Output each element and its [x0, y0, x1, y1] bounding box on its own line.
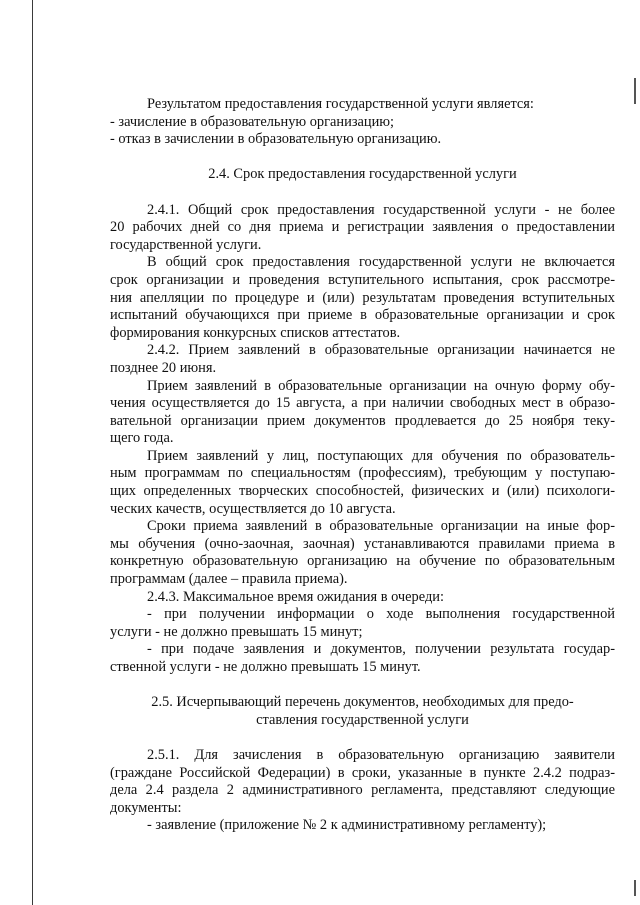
section-heading: ставления государственной услуги — [256, 711, 469, 728]
paragraph-line: 2.4.3. Максимальное время ожидания в очереди: — [147, 588, 444, 605]
paragraph-line: 20 рабочих дней со дня приема и регистрации заявления о предоставлении — [110, 219, 615, 236]
list-item: услуги - не должно превышать 15 минут; — [110, 623, 363, 640]
paragraph-line: Сроки приема заявлений в образовательные организации на иные фор- — [147, 518, 615, 535]
paragraph-line: Прием заявлений в образовательные организации на очную форму обу- — [147, 377, 615, 394]
list-item: - отказ в зачислении в образовательную организацию. — [110, 131, 442, 148]
paragraph-line: формирования конкурсных списков аттестатов. — [110, 324, 401, 341]
paragraph-line: документы: — [110, 799, 182, 816]
scan-right-mark — [634, 78, 636, 104]
paragraph-line: Прием заявлений у лиц, поступающих для обучения по образователь- — [147, 447, 615, 464]
paragraph-line: программам (далее – правила приема). — [110, 571, 348, 588]
document-page — [110, 96, 615, 835]
paragraph-line: (граждане Российской Федерации) в сроки, указанные в пункте 2.4.2 подраз- — [110, 764, 615, 781]
paragraph-line: дела 2.4 раздела 2 административного регламента, представляют следующие — [110, 782, 615, 799]
scan-right-mark — [634, 880, 636, 896]
section-heading: 2.5. Исчерпывающий перечень документов, необходимых для предо- — [151, 694, 574, 711]
scan-left-border — [32, 0, 33, 905]
paragraph-line: вательной организации прием документов продлевается до 25 ноября теку- — [110, 412, 615, 429]
section-heading: 2.4. Срок предоставления государственной услуги — [208, 166, 517, 183]
paragraph-line: ным программам по специальностям (профессиям), требующим у поступаю- — [110, 465, 615, 482]
paragraph-line: чения осуществляется до 15 августа, а при наличии свободных мест в образо- — [110, 395, 615, 412]
paragraph-line: конкретную образовательную организацию на обучение по образовательным — [110, 553, 615, 570]
paragraph-line: 2.4.2. Прием заявлений в образовательные организации начинается не — [147, 342, 615, 359]
list-item: ственной услуги - не должно превышать 15 минут. — [110, 659, 421, 675]
paragraph-line: щего года. — [110, 430, 174, 447]
list-item: - заявление (приложение № 2 к административному регламенту); — [147, 817, 547, 834]
paragraph-line: 2.4.1. Общий срок предоставления государственной услуги - не более — [147, 201, 615, 218]
paragraph-line: В общий срок предоставления государственной услуги не включается — [147, 254, 615, 271]
paragraph-line: срок организации и проведения вступительного испытания, срок рассмотре- — [110, 271, 615, 288]
paragraph-line: Результатом предоставления государственной услуги является: — [147, 96, 534, 112]
paragraph-line: ния апелляции по процедуре и (или) результатам проведения вступительных — [110, 289, 615, 306]
paragraph-line: позднее 20 июня. — [110, 359, 217, 376]
list-item: - при получении информации о ходе выполнения государственной — [147, 606, 615, 623]
paragraph-line: ческих качеств, осуществляется до 10 августа. — [110, 500, 396, 517]
paragraph-line: щих определенных творческих способностей, физических и (или) психологи- — [110, 483, 615, 500]
paragraph-line: мы обучения (очно-заочная, заочная) устанавливаются правилами приема в — [110, 535, 615, 552]
list-item: - зачисление в образовательную организацию; — [110, 113, 395, 130]
paragraph-line: испытаний обучающихся при приеме в образовательные организации и срок — [110, 307, 615, 324]
paragraph-line: 2.5.1. Для зачисления в образовательную организацию заявители — [147, 746, 615, 763]
list-item: - при подаче заявления и документов, получении результата государ- — [147, 641, 615, 658]
paragraph-line: государственной услуги. — [110, 236, 262, 253]
